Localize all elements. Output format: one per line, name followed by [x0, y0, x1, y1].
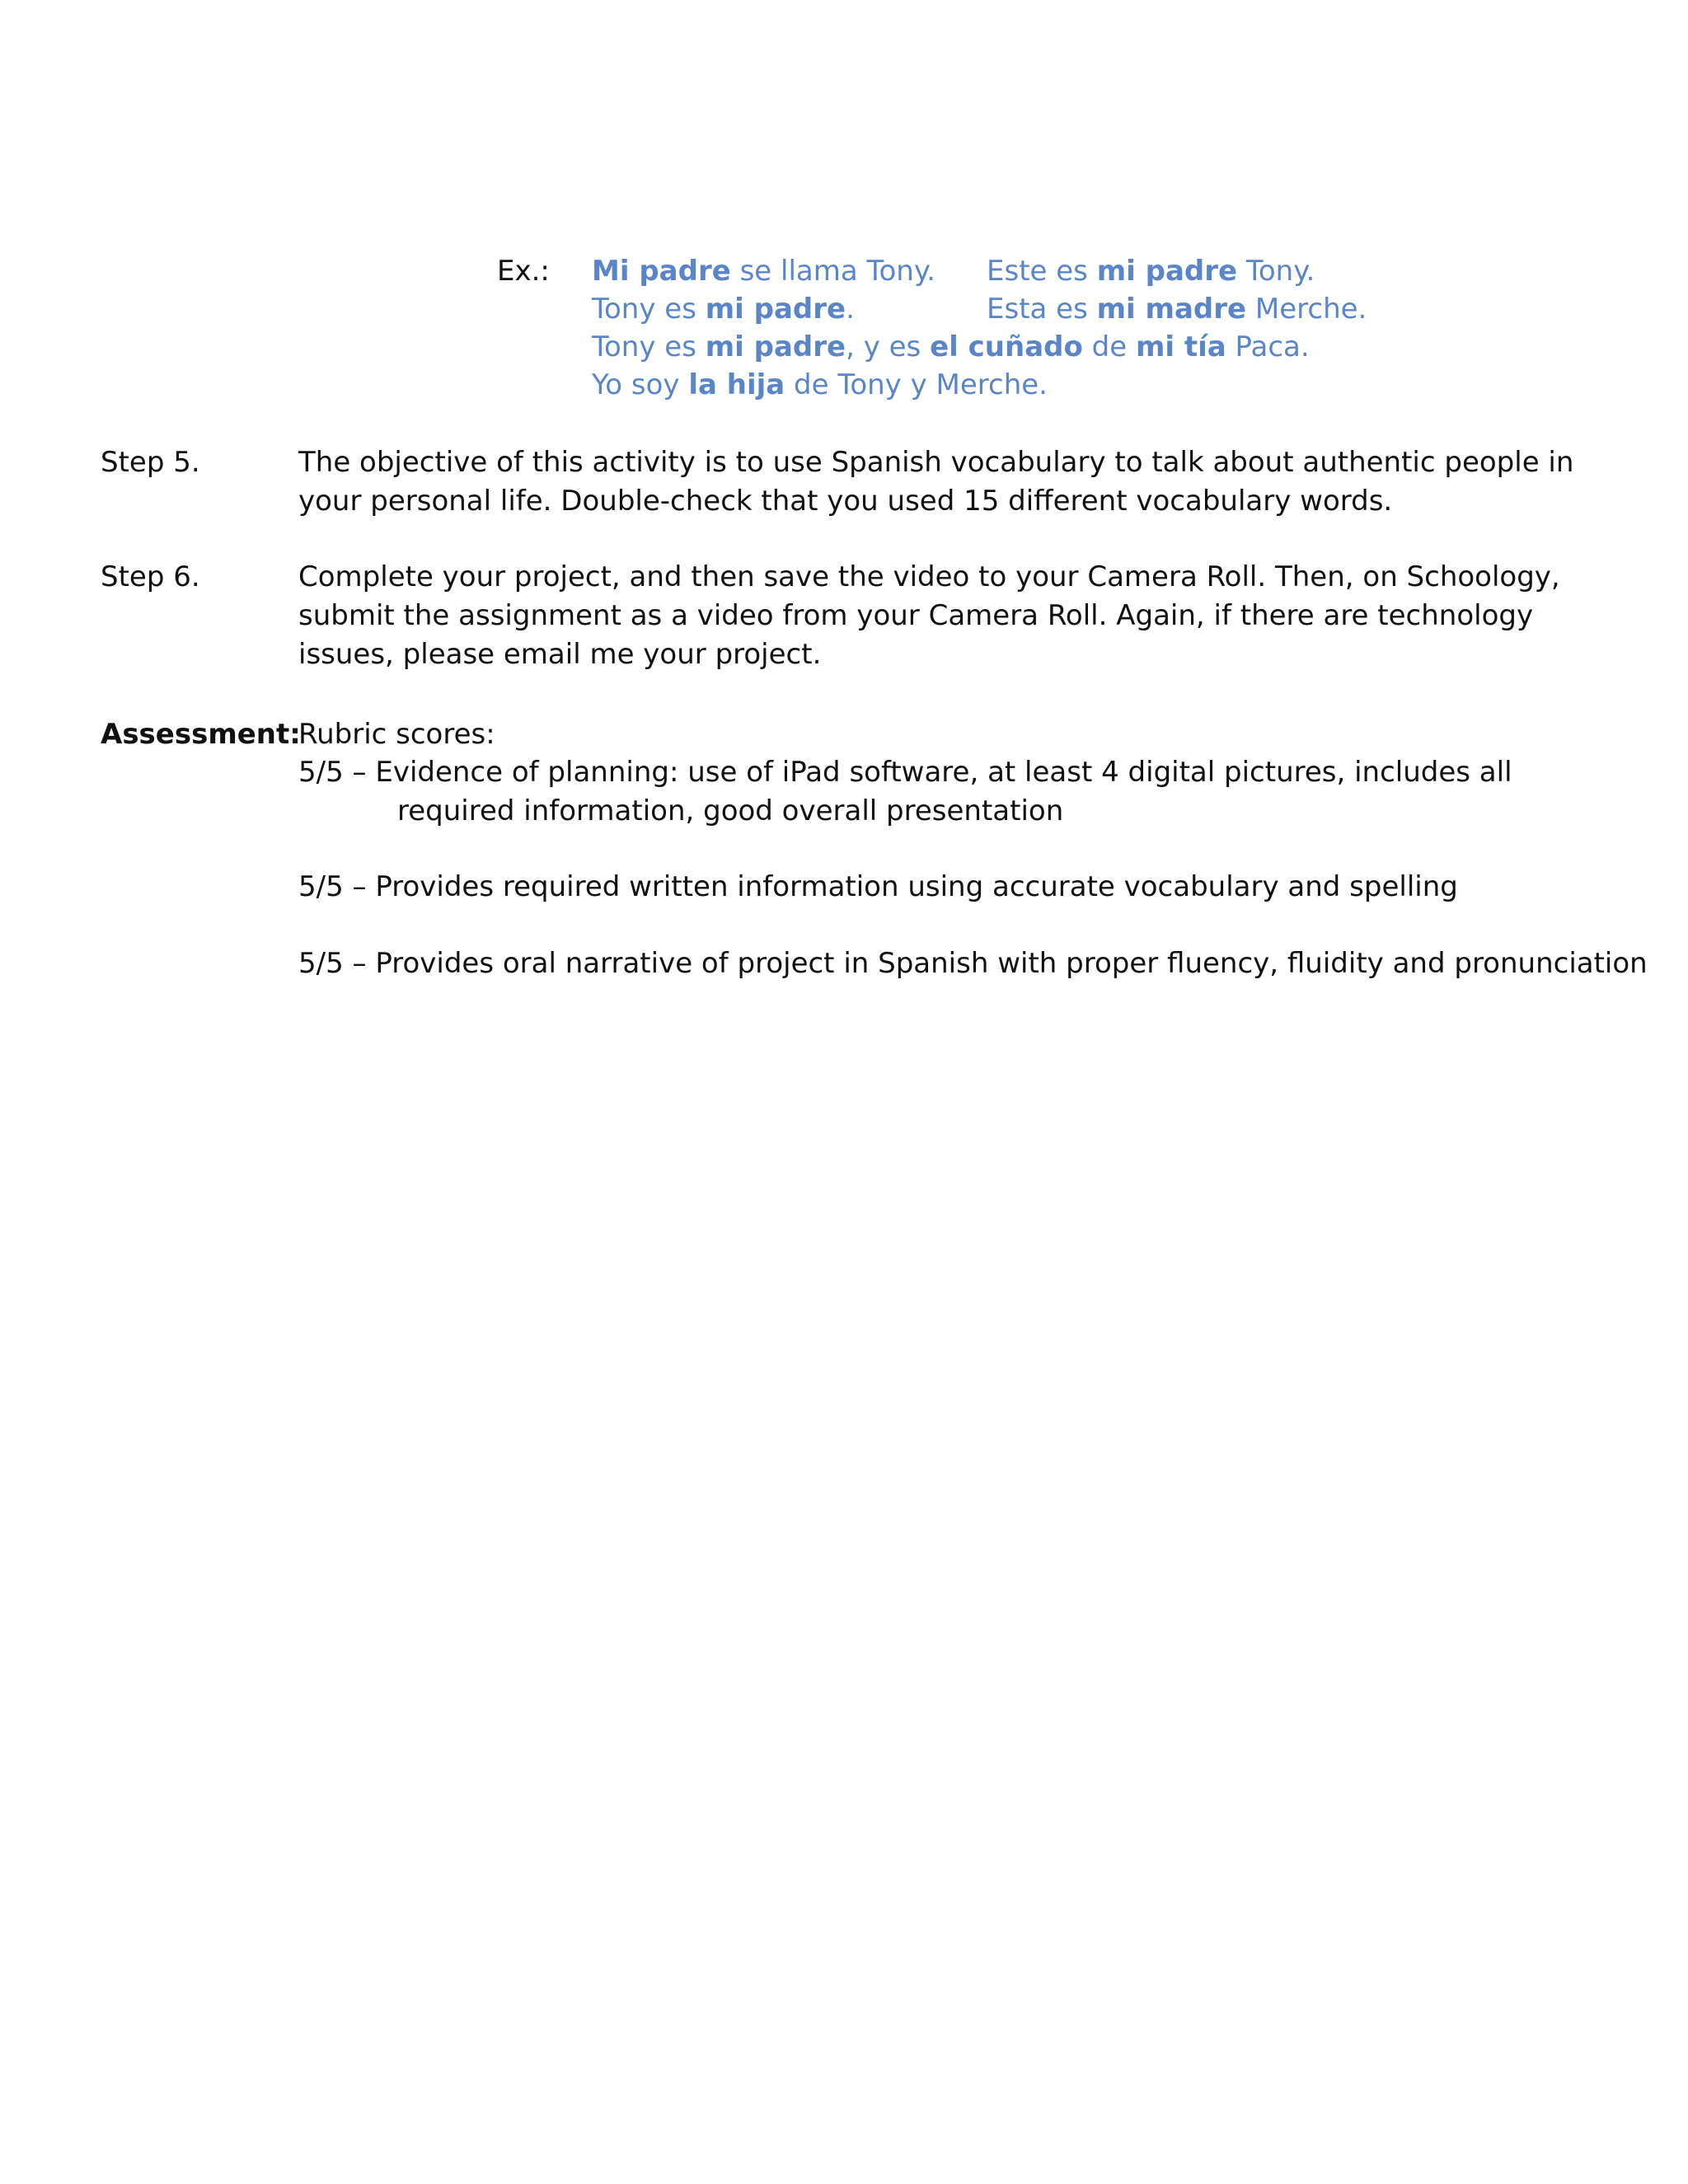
example-line [592, 366, 1048, 405]
rubric-item-written: 5/5 – Provides required written information using accurate vocabulary and spelling [298, 870, 1458, 903]
example-vocab-word: la hija [688, 368, 785, 401]
rubric-item-planning-line1: 5/5 – Evidence of planning: use of iPad software, at least 4 digital pictures, includes all [298, 756, 1512, 789]
step-6-label: Step 6. [101, 560, 200, 593]
example-text: , y es [846, 330, 931, 363]
example-text: Paca. [1226, 330, 1310, 363]
example-text: Tony. [1237, 255, 1315, 288]
example-vocab-word: mi tía [1135, 330, 1226, 363]
example-label: Ex.: [497, 255, 550, 288]
example-line [592, 252, 935, 291]
example-text: Esta es [987, 293, 1097, 326]
assessment-label: Assessment: [101, 718, 301, 751]
example-vocab-word: mi padre [705, 330, 846, 363]
rubric-heading: Rubric scores: [298, 718, 495, 751]
example-text: Tony es [592, 293, 706, 326]
example-vocab-word: mi padre [1096, 255, 1238, 288]
example-text: se llama Tony. [730, 255, 935, 288]
example-text: de Tony y Merche. [785, 368, 1048, 401]
step-5-text: The objective of this activity is to use Spanish vocabulary to talk about authentic people in your personal life. Double-check that you used 15 different vocabulary words. [298, 446, 1574, 518]
example-text: Yo soy [592, 368, 689, 401]
step-6-text: Complete your project, and then save the video to your Camera Roll. Then, on Schoology, submit the assignment as a video from your Camera Roll. Again, if there are technology issues, please email me your project. [298, 560, 1560, 671]
example-line [987, 252, 1315, 291]
example-vocab-word: el cuñado [930, 330, 1083, 363]
example-vocab-word: mi madre [1096, 293, 1247, 326]
step-5-label: Step 5. [101, 446, 200, 479]
example-text: Este es [987, 255, 1097, 288]
example-line [592, 290, 855, 329]
example-vocab-word: Mi padre [592, 255, 731, 288]
example-vocab-word: mi padre [705, 293, 846, 326]
example-text: Tony es [592, 330, 706, 363]
example-text: de [1082, 330, 1136, 363]
rubric-item-planning-line2: required information, good overall presentation [397, 794, 1064, 827]
rubric-item-planning [298, 753, 1512, 831]
example-text: . [846, 293, 855, 326]
example-line [592, 328, 1310, 367]
example-text: Merche. [1246, 293, 1367, 326]
rubric-item-oral: 5/5 – Provides oral narrative of project in Spanish with proper fluency, fluidity and pronunciation [298, 947, 1648, 980]
example-line [987, 290, 1367, 329]
